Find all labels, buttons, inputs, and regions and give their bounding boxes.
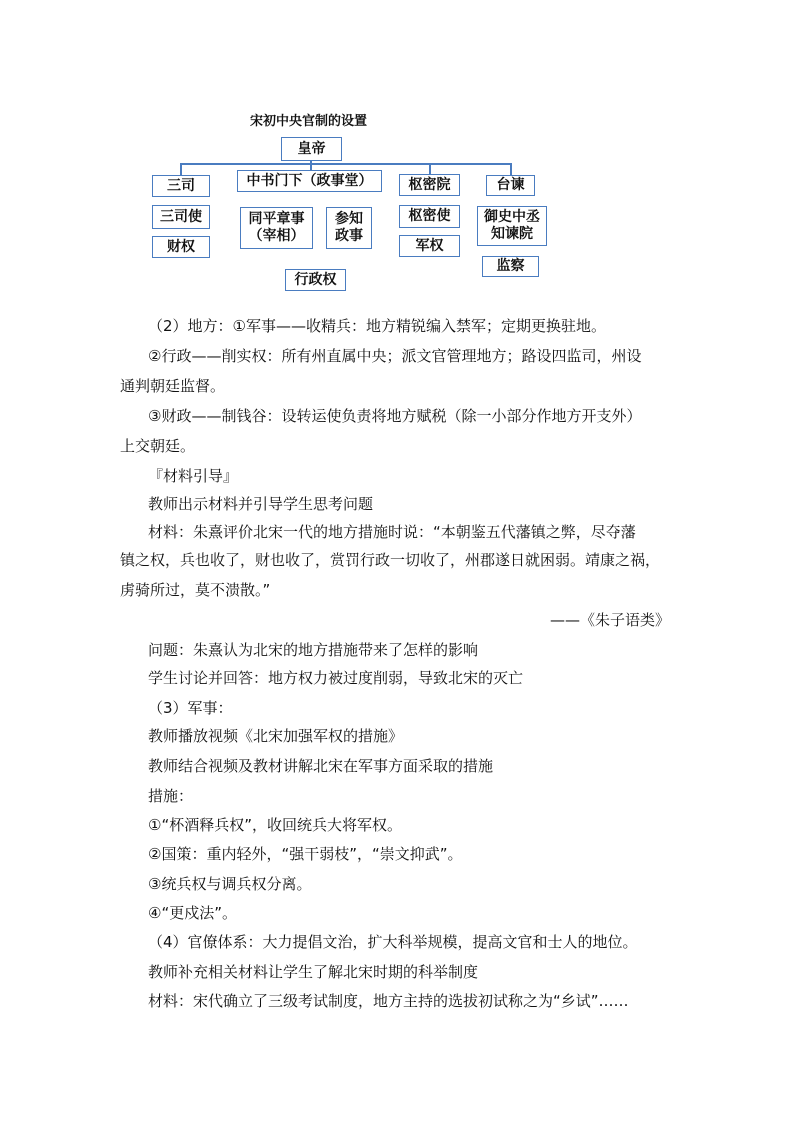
- text-line-teacher-shows: 教师出示材料并引导学生思考问题: [148, 495, 374, 513]
- text-line-measure-3: ③统兵权与调兵权分离。: [148, 875, 312, 893]
- text-line-measure-4: ④“更戍法”。: [148, 904, 237, 922]
- text-line-measures: 措施：: [148, 787, 194, 805]
- text-line-local-admin-cont: 通判朝廷监督。: [120, 377, 226, 395]
- box-canzhi: 参知 政事: [326, 207, 372, 249]
- box-jiancha: 监察: [482, 256, 539, 277]
- box-sansi-shi: 三司使: [152, 205, 210, 229]
- text-line-local-finance-cont: 上交朝廷。: [120, 437, 196, 455]
- text-line-military-heading: （3）军事：: [148, 699, 233, 717]
- box-yushi: 御史中丞 知谏院: [477, 206, 547, 246]
- box-zhongshu: 中书门下（政事堂）: [237, 170, 382, 192]
- box-tongping: 同平章事 （宰相）: [240, 207, 313, 249]
- box-shumiyuan: 枢密院: [399, 174, 460, 196]
- official-system-diagram: [0, 0, 794, 300]
- box-xingzheng: 行政权: [285, 269, 346, 291]
- text-line-bureaucracy: （4）官僚体系：大力提倡文治，扩大科举规模，提高文官和士人的地位。: [148, 933, 638, 951]
- box-junquan: 军权: [399, 235, 460, 257]
- box-caiquan: 财权: [152, 236, 210, 258]
- text-line-question: 问题：朱熹认为北宋的地方措施带来了怎样的影响: [148, 641, 479, 659]
- text-line-material-quote-cont1: 镇之权，兵也收了，财也收了，赏罚行政一切收了，州郡遂日就困弱。靖康之祸，: [120, 551, 661, 569]
- text-line-student-answer: 学生讨论并回答：地方权力被过度削弱，导致北宋的灭亡: [148, 669, 524, 687]
- box-emperor: 皇帝: [281, 137, 342, 161]
- connector-sansi: [180, 163, 182, 175]
- text-line-local-admin: ②行政——削实权：所有州直属中央；派文官管理地方；路设四监司，州设: [148, 347, 642, 365]
- text-line-teacher-supplement: 教师补充相关材料让学生了解北宋时期的科举制度: [148, 963, 479, 981]
- text-line-teacher-explains: 教师结合视频及教材讲解北宋在军事方面采取的措施: [148, 757, 494, 775]
- text-line-material-guide: 『材料引导』: [148, 467, 239, 485]
- text-line-measure-2: ②国策：重内轻外，“强干弱枝”，“崇文抑武”。: [148, 845, 463, 863]
- text-line-material-quote: 材料：朱熹评价北宋一代的地方措施时说：“本朝鉴五代藩镇之弊，尽夺藩: [148, 523, 636, 541]
- text-line-local-finance: ③财政——制钱谷：设转运使负责将地方赋税（除一小部分作地方开支外）: [148, 407, 642, 425]
- text-line-video: 教师播放视频《北宋加强军权的措施》: [148, 727, 404, 745]
- diagram-title: 宋初中央官制的设置: [250, 114, 368, 129]
- text-line-material-quote-cont2: 虏骑所过，莫不溃散。”: [120, 581, 271, 599]
- text-line-source: ——《朱子语类》: [549, 611, 670, 629]
- box-taijian: 台谏: [486, 175, 535, 196]
- connector-horizontal: [180, 163, 511, 165]
- box-sansi: 三司: [152, 175, 210, 197]
- box-shumishi: 枢密使: [399, 205, 460, 228]
- connector-taijian: [510, 163, 512, 175]
- text-line-local-military: （2）地方：①军事——收精兵：地方精锐编入禁军；定期更换驻地。: [148, 317, 606, 335]
- text-line-measure-1: ①“杯酒释兵权”，收回统兵大将军权。: [148, 816, 402, 834]
- text-line-exam-material: 材料：宋代确立了三级考试制度，地方主持的选拔初试称之为“乡试”……: [148, 992, 629, 1010]
